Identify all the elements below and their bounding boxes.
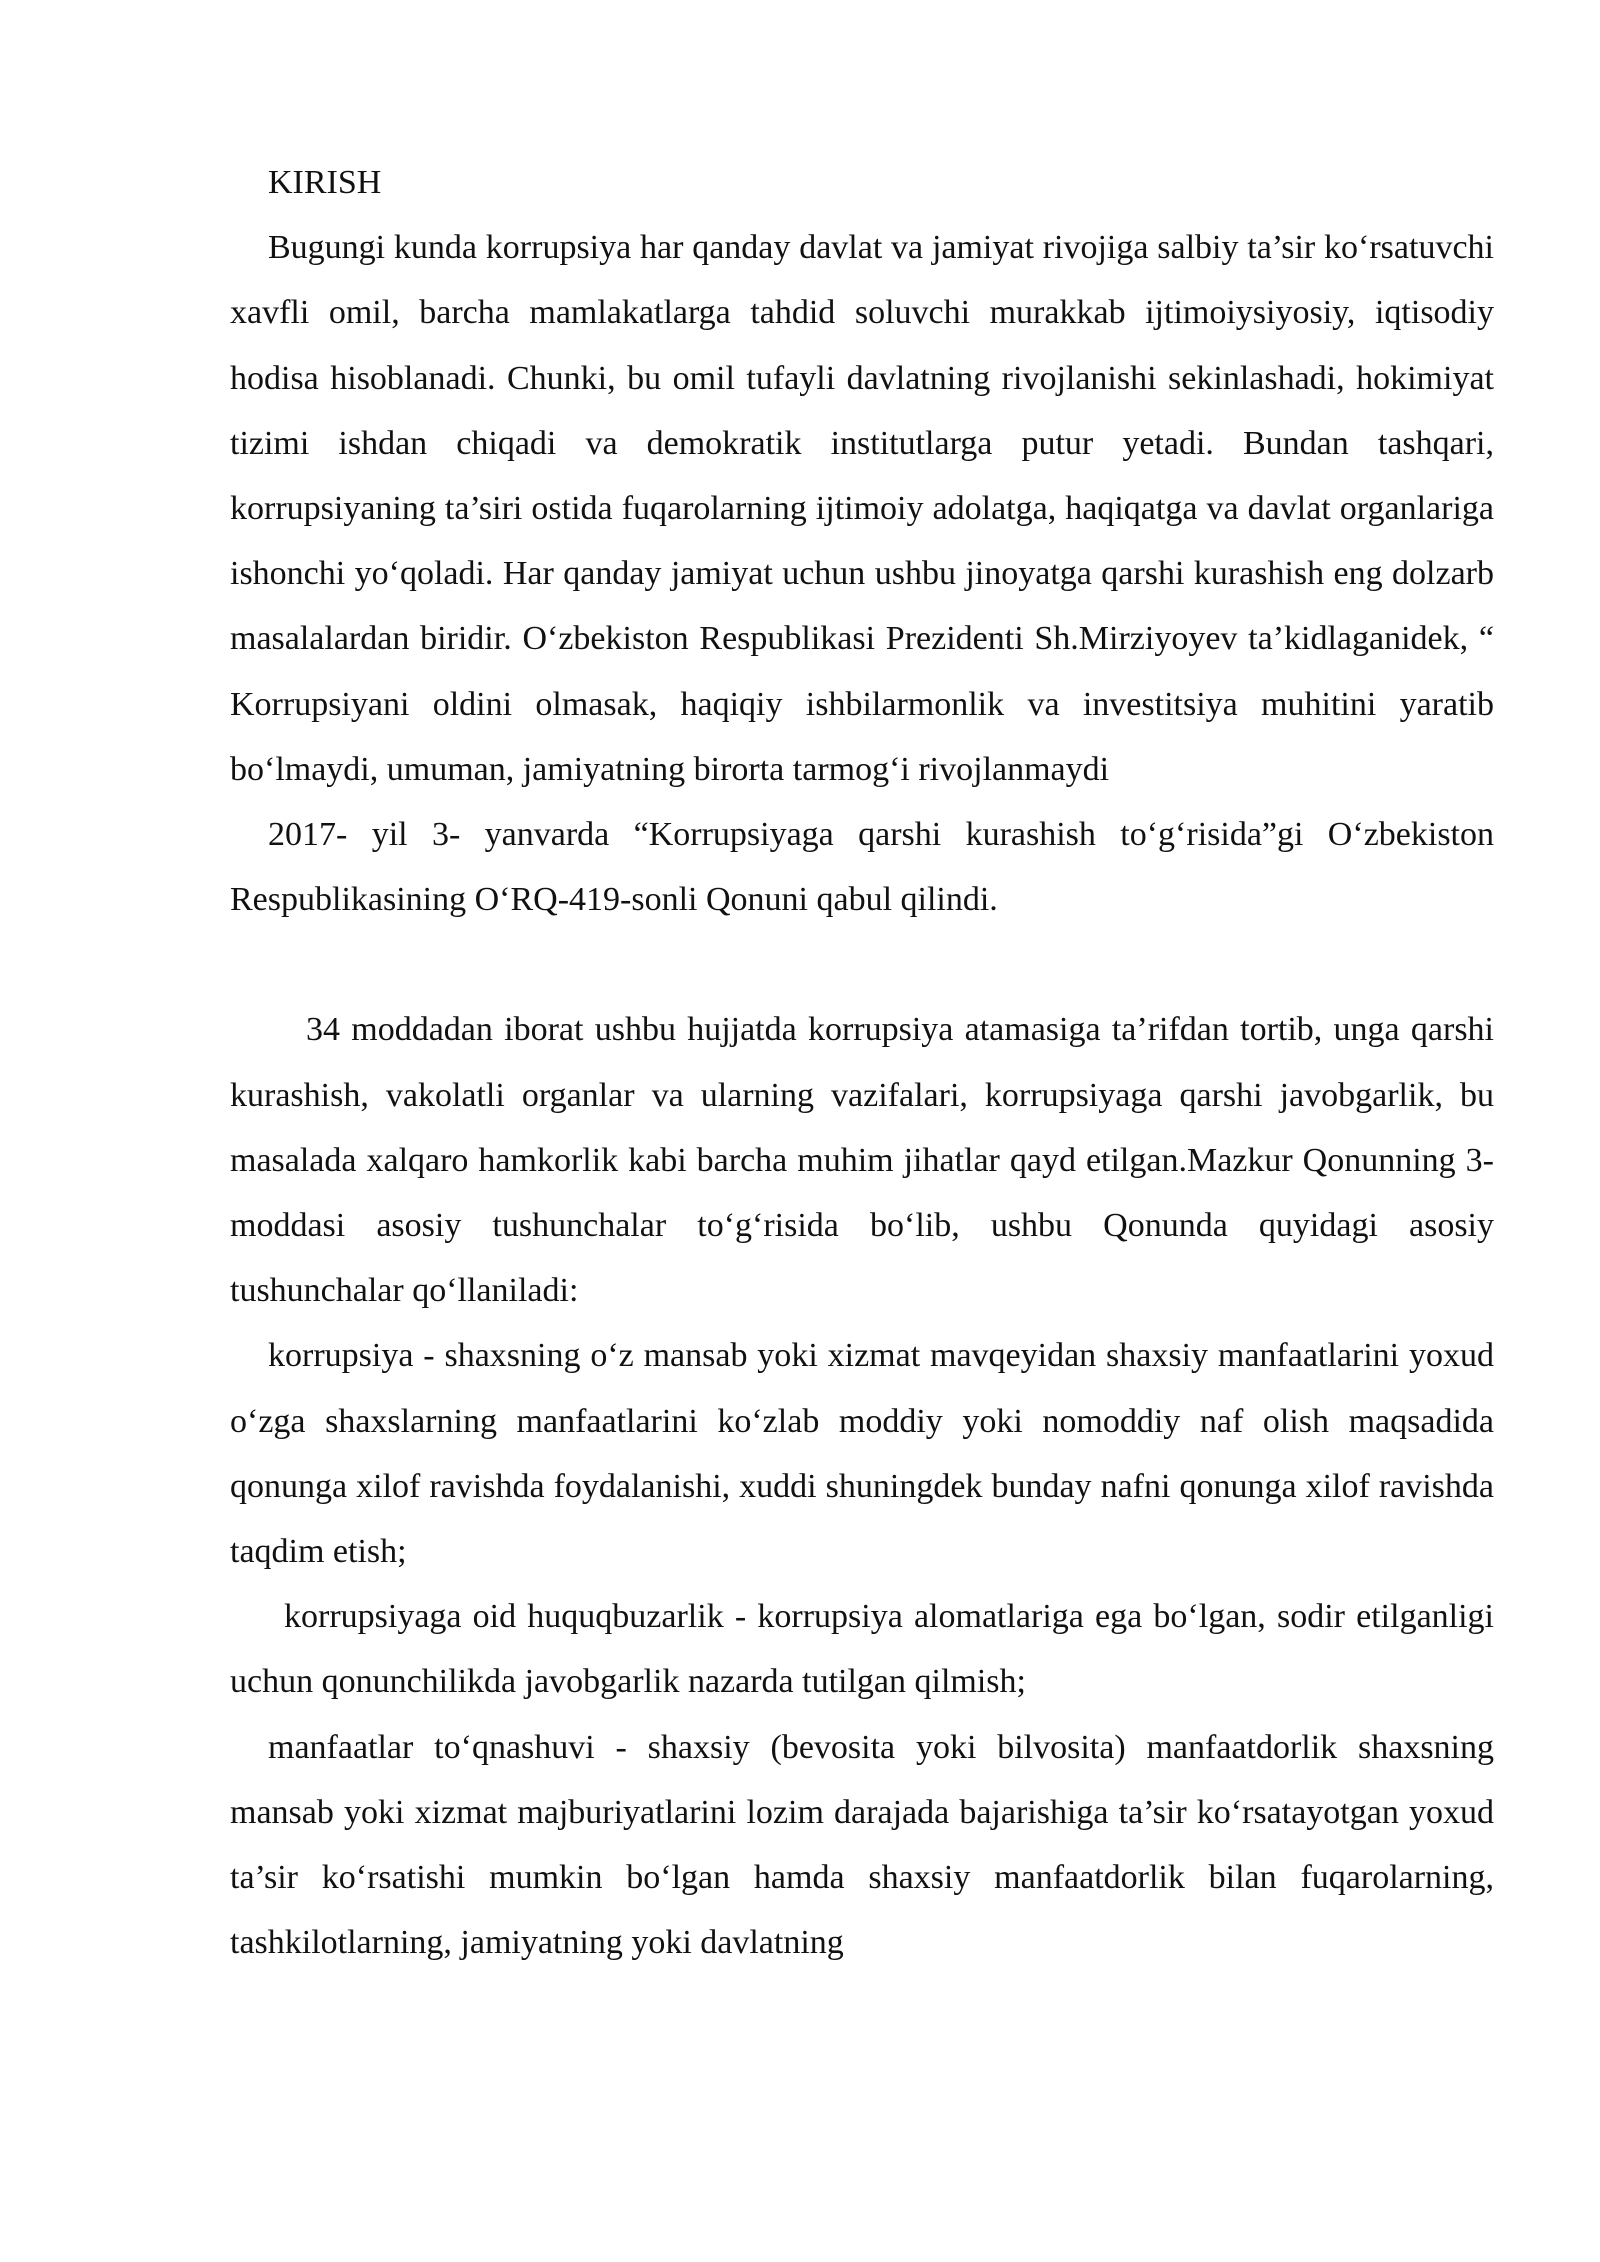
section-heading: KIRISH (268, 164, 382, 201)
paragraph-law-adoption: 2017- yil 3- yanvarda “Korrupsiyaga qarshi kurashish to‘g‘risida”gi O‘zbekiston Respublikasining O‘RQ-419-sonli Qonuni qabul qilindi. (230, 816, 1494, 919)
paragraph-definition-corruption: korrupsiya - shaxsning o‘z mansab yoki xizmat mavqeyidan shaxsiy manfaatlarini yoxud o‘zga shaxslarning manfaatlarini ko‘zlab moddiy yoki nomoddiy naf olish maqsadida qonunga xilof ravishda foydalanishi, xuddi shuningdek bunday nafni qonunga xilof ravishda taqdim etish; (230, 1337, 1494, 1571)
paragraph-law-contents: 34 moddadan iborat ushbu hujjatda korrupsiya atamasiga ta’rifdan tortib, unga qarshi kurashish, vakolatli organlar va ularning vazifalari, korrupsiyaga qarshi javobgarlik, bu masalada xalqaro hamkorlik kabi barcha muhim jihatlar qayd etilgan.Mazkur Qonunning 3-moddasi asosiy tushunchalar to‘g‘risida bo‘lib, ushbu Qonunda quyidagi asosiy tushunchalar qo‘llaniladi: (230, 1011, 1494, 1310)
paragraph-definition-conflict-of-interest: manfaatlar to‘qnashuvi - shaxsiy (bevosita yoki bilvosita) manfaatdorlik shaxsning mansab yoki xizmat majburiyatlarini lozim darajada bajarishiga ta’sir ko‘rsatayotgan yoxud ta’sir ko‘rsatishi mumkin bo‘lgan hamda shaxsiy manfaatdorlik bilan fuqarolarning, tashkilotlarning, jamiyatning yoki davlatning (230, 1728, 1494, 1962)
document-body (230, 150, 1494, 1975)
paragraph-definition-offense: korrupsiyaga oid huquqbuzarlik - korrupsiya alomatlariga ega bo‘lgan, sodir etilganligi uchun qonunchilikda javobgarlik nazarda tutilgan qilmish; (230, 1598, 1494, 1701)
paragraph-introduction: Bugungi kunda korrupsiya har qanday davlat va jamiyat rivojiga salbiy ta’sir ko‘rsatuvchi xavfli omil, barcha mamlakatlarga tahdid soluvchi murakkab ijtimoiysiyosiy, iqtisodiy hodisa hisoblanadi. Chunki, bu omil tufayli davlatning rivojlanishi sekinlashadi, hokimiyat tizimi ishdan chiqadi va demokratik institutlarga putur yetadi. Bundan tashqari, korrupsiyaning ta’siri ostida fuqarolarning ijtimoiy adolatga, haqiqatga va davlat organlariga ishonchi yo‘qoladi. Har qanday jamiyat uchun ushbu jinoyatga qarshi kurashish eng dolzarb masalalardan biridir. O‘zbekiston Respublikasi Prezidenti Sh.Mirziyoyev ta’kidlaganidek, “ Korrupsiyani oldini olmasak, haqiqiy ishbilarmonlik va investitsiya muhitini yaratib bo‘lmaydi, umuman, jamiyatning birorta tarmog‘i rivojlanmaydi (230, 229, 1494, 788)
